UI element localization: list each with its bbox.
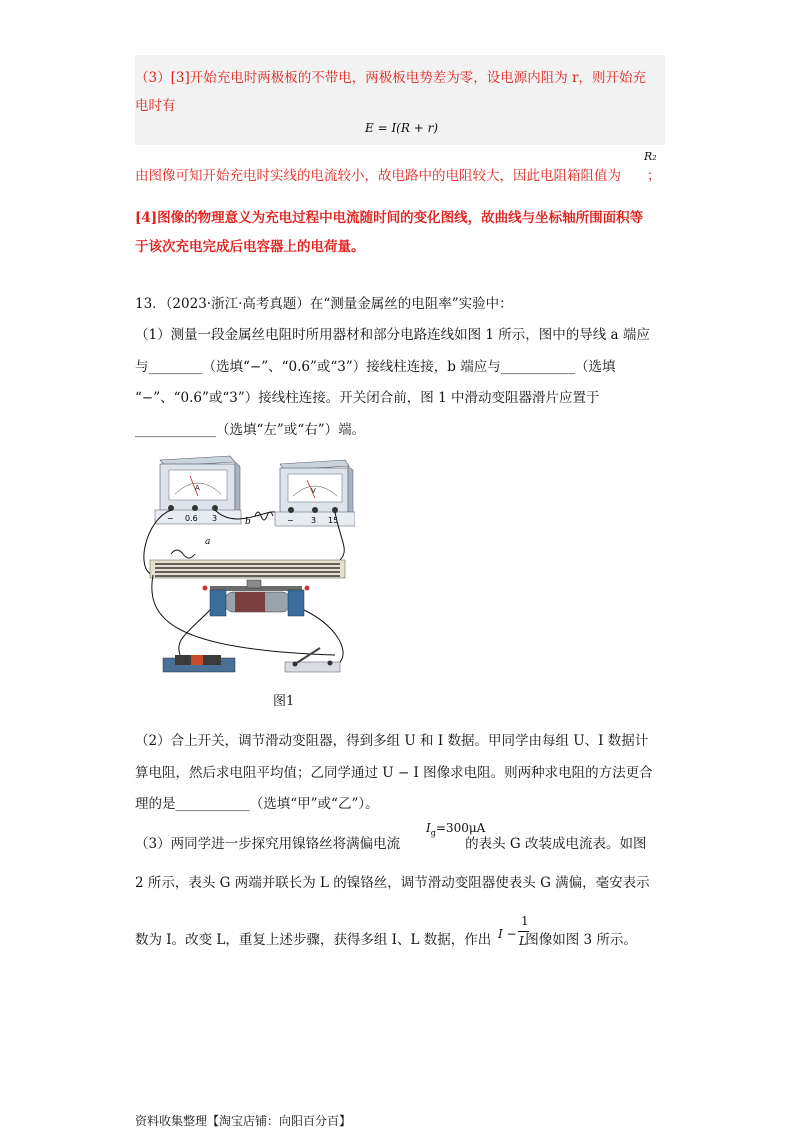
ammeter-term-06: 0.6 <box>185 514 198 523</box>
battery <box>163 655 235 672</box>
solution-p4-line2: 于该次充电完成后电容器上的电荷量。 <box>135 239 365 255</box>
ammeter-term-3: 3 <box>212 514 218 523</box>
q1-line3: “−”、“0.6”或“3”）接线柱连接。开关闭合前，图 1 中滑动变阻器滑片应置于 <box>135 390 600 406</box>
ig-expression <box>426 821 485 837</box>
q3-line1 <box>135 832 646 852</box>
q1-line1: （1）测量一段金属丝电阻时所用器材和部分电路连线如图 1 所示，图中的导线 a 端应 <box>135 327 650 343</box>
q1-line2: 与________（选填“−”、“0.6”或“3”）接线柱连接，b 端应与___________（选填 <box>135 359 616 375</box>
q3-line3b: 图像如图 3 所示。 <box>525 932 637 948</box>
ammeter-symbol: A <box>195 484 200 492</box>
solution-line-a-end: ； <box>647 168 661 184</box>
voltmeter-symbol: V <box>311 487 316 495</box>
fraction-lhs: I − <box>498 927 517 941</box>
switch <box>285 648 340 672</box>
q1-line4: ____________（选填“左”或“右”）端。 <box>135 422 366 438</box>
voltmeter-term-minus: − <box>287 516 294 525</box>
solution-p4-line1: [4]图像的物理意义为充电过程中电流随时间的变化图线，故曲线与坐标轴所围面积等 <box>135 210 644 226</box>
ig-subscript: g <box>430 828 436 838</box>
formula: E = I(R + r) <box>365 121 439 135</box>
sliding-rheostat <box>203 580 310 616</box>
ig-symbol: I <box>426 821 431 835</box>
voltmeter-term-3: 3 <box>311 516 317 525</box>
voltmeter <box>275 460 355 526</box>
ig-value: =300μA <box>435 821 486 835</box>
resistance-wire-board <box>150 560 345 578</box>
q3-line1b: 的表头 G 改装成电流表。如图 <box>465 836 647 852</box>
solution-p3-line1: （3）[3]开始充电时两极板的不带电，两极板电势差为零，设电源内阻为 r，则开始充 <box>135 70 646 86</box>
circuit-figure <box>135 450 355 690</box>
fraction-numerator: 1 <box>521 914 529 928</box>
q2-line2: 算电阻，然后求电阻平均值；乙同学通过 U − I 图像求电阻。则两种求电阻的方法更合 <box>135 765 653 781</box>
fraction-bar <box>518 931 529 932</box>
q2-line1: （2）合上开关，调节滑动变阻器，得到多组 U 和 I 数据。甲同学由每组 U、I 数据计 <box>135 733 649 749</box>
figure-caption: 图1 <box>273 694 295 709</box>
voltmeter-term-15: 15 <box>328 516 339 525</box>
fraction-denominator: L <box>519 934 527 948</box>
wire-a-label: a <box>205 537 211 547</box>
ammeter-term-minus: − <box>167 514 174 523</box>
q3-line3a: 数为 I。改变 L，重复上述步骤，获得多组 I、L 数据，作出 <box>135 932 492 948</box>
q2-line3: 理的是___________（选填“甲”或“乙”）。 <box>135 796 379 812</box>
ammeter <box>155 456 241 524</box>
solution-line-a <box>135 164 661 184</box>
q3-line1a: （3）两同学进一步探究用镍铬丝将满偏电流 <box>135 836 401 852</box>
q3-line2: 2 所示，表头 G 两端并联长为 L 的镍铬丝，调节滑动变阻器使表头 G 满偏，毫安表示 <box>135 875 650 891</box>
r2-variable: R₂ <box>644 150 657 163</box>
q3-line3 <box>135 928 637 948</box>
footer: 资料收集整理【淘宝店铺：向阳百分百】 <box>135 1114 352 1128</box>
solution-p3-line2: 电时有 <box>135 98 176 114</box>
wire-b-label: b <box>245 517 251 527</box>
question-header: 13．（2023·浙江·高考真题）在“测量金属丝的电阻率”实验中： <box>135 296 513 312</box>
solution-line-a-text: 由图像可知开始充电时实线的电流较小，故电路中的电阻较大，因此电阻箱阻值为 <box>135 168 621 184</box>
